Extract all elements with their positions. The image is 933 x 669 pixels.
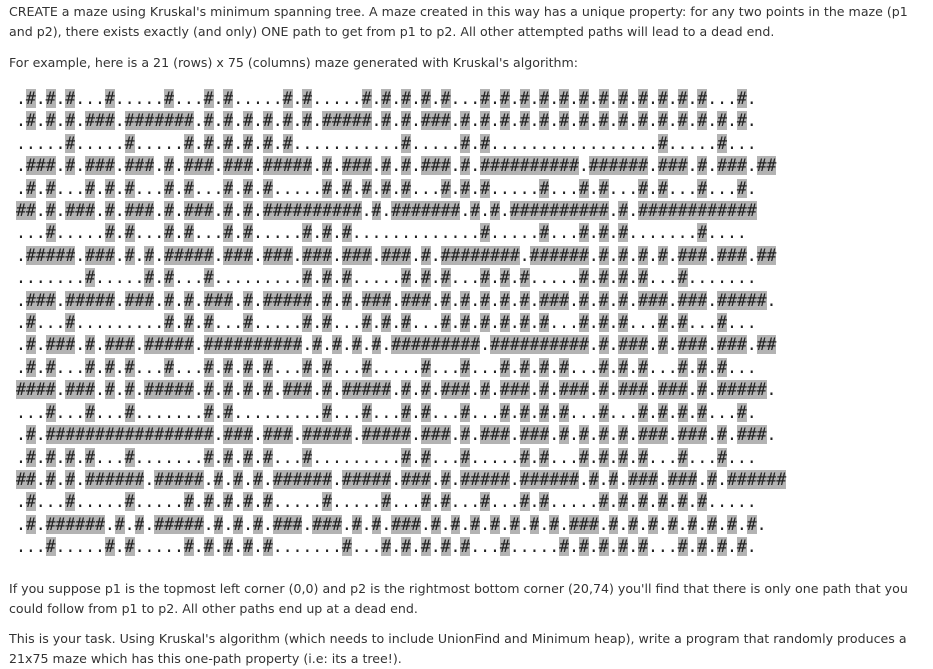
maze-row: .#####.###.#.#.#####.###.###.###.###.###.#.########.######.#.#.#.#.###.###.## [16,245,777,265]
maze-row: .#.#.#.#...#.......#.#.#.#...#.........#.#...#.....#.#...#.#.#.#...#...#... [16,447,757,467]
maze-row: .#...#.....#.....#.#.#.#.#.....#.....#...#.#...#...#.#.....#.#.#.#.#.#..... [16,492,757,512]
maze-row: .#.######.#.#.#####.#.#.#.###.###.#.#.###.#.#.#.#.#.#.#.###.#.#.#.#.#.#.#.#. [16,514,767,534]
maze-row: ##.#.#.######.#####.#.#.#.######.#####.###.#.#####.######.#.#.###.###.#.###### [16,469,787,489]
maze-row: ####.###.#.#.#####.#.#.#.#.###.#.#####.#.#.###.#.###.#.###.#.###.###.#.#####. [16,380,777,400]
task-paragraph: This is your task. Using Kruskal's algorithm (which needs to include UnionFind and Minimum heap), write a program that randomly produces a 21x75 maze which has this one-path property (i.e: its a tree!). [9,631,907,666]
maze-row: .#.###.#.###.#####.##########.#.#.#.#.#########.##########.#.###.#.###.###.## [16,335,777,355]
maze-row: ...#...#...#.......#.#.........#...#...#.#...#...#.#.#.#...#...#.#.#.#...#. [16,402,757,422]
maze-row: .###.#####.###.#.#.###.#.#####.#.#.###.###.#.#.#.#.#.###.#.#.#.###.###.#####. [16,290,777,310]
example-paragraph: For example, here is a 21 (rows) x 75 (columns) maze generated with Kruskal's algorithm: [9,55,579,70]
maze-row: .......#.....#.#...#.........#.#.#.....#.#.#...#.#.#.....#.#.#.#...#....... [16,268,757,288]
maze-row: .#.#.#...#.....#...#.#.....#.#.....#.#.#.#.#...#.#.#.#.#.#.#.#.#.#.#.#...#. [16,89,757,108]
maze-row: .....#.....#.....#.#.#.#.#.#...........#.....#.#.................#.....#... [16,133,757,153]
maze-row: .###.#.###.###.#.###.###.#####.#.###.#.#.###.#.##########.######.###.#.###.## [16,156,777,176]
intro-paragraph: CREATE a maze using Kruskal's minimum spanning tree. A maze created in this way has a unique property: for any two points in the maze (p1 and p2), there exists exactly (and only) ONE path to get from p1 to p2. All other attempted paths will lead to a dead end. [9,4,908,39]
maze-row: .#.#################.###.###.#####.#####.###.#.###.###.#.#.#.#.###.###.#.###. [16,425,777,445]
maze-row: .#...#.........#.#.#...#.....#.#...#.#.#...#.#.#.#.#.#...#.#.#...#.#...#... [16,313,757,333]
maze-row: ##.#.###.#.###.#.###.#.#.##########.#.#######.#.#.##########.#.############ [16,201,757,221]
maze-grid [16,88,786,559]
maze-row: .#.#.#.###.#######.#.#.#.#.#.#.#####.#.#.###.#.#.#.#.#.#.#.#.#.#.#.#.#.#.#. [16,111,757,131]
maze-row: ...#.....#.#...#.#...#.#.....#.#.#.............#.....#...#.#.#.......#.... [16,223,747,243]
maze-row: ...#.....#.#.....#.#.#.#.#.......#...#.#.#.#.#...#.....#.#.#.#.#...#.#.#.#. [16,537,757,557]
maze-row: .#.#...#.#.#...#...#.#.#.#...#.#...#.....#...#...#.#.#.#...#.#.#...#.#.#... [16,357,757,377]
maze-row: .#.#...#.#.#...#.#...#.#.#.....#.#.#.#.#...#.#.#.....#...#.#...#.#...#...#. [16,178,757,198]
explanation-paragraph: If you suppose p1 is the topmost left corner (0,0) and p2 is the rightmost bottom corner (20,74) you'll find that there is only one path that you could follow from p1 to p2. All other paths end up at a dead end. [9,581,908,616]
